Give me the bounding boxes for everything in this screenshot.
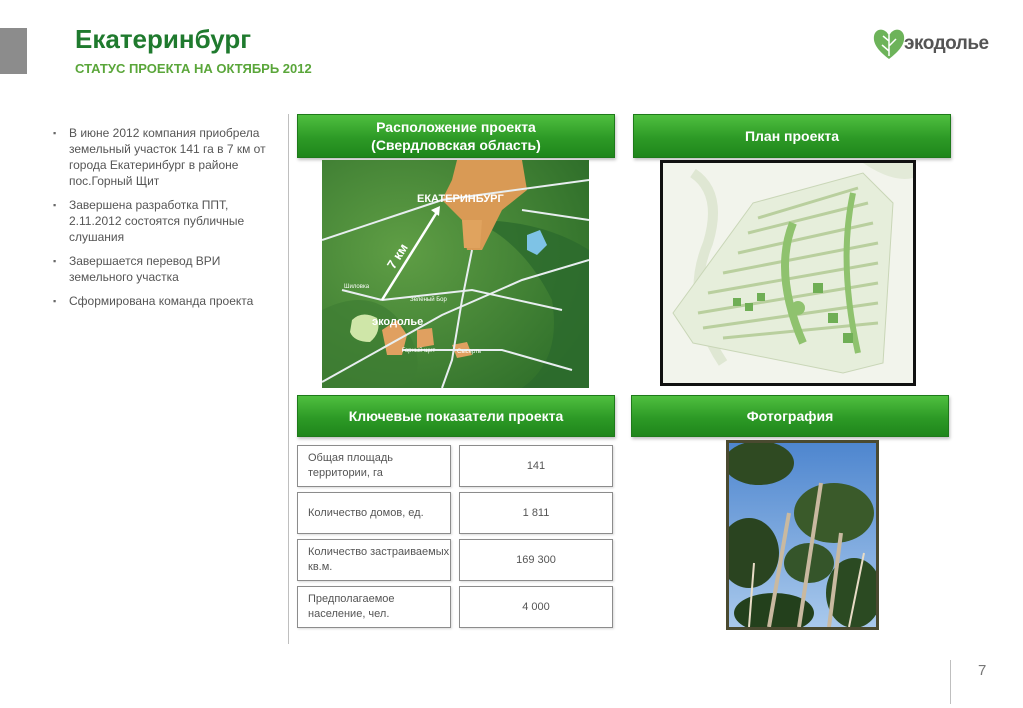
map-place-label: Шиловка: [344, 284, 370, 290]
indicator-value: 169 300: [459, 539, 613, 581]
bullet-item: ▪ Сформирована команда проекта: [53, 293, 283, 309]
leaf-heart-icon: [872, 26, 906, 62]
bullet-item: ▪ В июне 2012 компания приобрела земельный участок 141 га в 7 км от города Екатеринбург в районе пос.Горный Щит: [53, 125, 283, 189]
indicator-value: 1 811: [459, 492, 613, 534]
map-place-label: Горный щит: [402, 348, 436, 354]
map-city-label: ЕКАТЕРИНБУРГ: [417, 193, 504, 205]
page-title: Екатеринбург: [75, 24, 252, 54]
map-place-label: Сысерть: [457, 349, 482, 355]
logo-text: экодолье: [904, 33, 989, 54]
map-logo-label: экодолье: [372, 316, 424, 328]
bullet-item: ▪ Завершена разработка ППТ, 2.11.2012 состоятся публичные слушания: [53, 197, 283, 245]
page-subtitle: СТАТУС ПРОЕКТА НА ОКТЯБРЬ 2012: [75, 61, 312, 76]
bullet-item: ▪ Завершается перевод ВРИ земельного участка: [53, 253, 283, 285]
map-graphic: [322, 160, 589, 388]
location-header-line1: Расположение проекта: [376, 119, 536, 135]
footer-divider: [950, 660, 951, 704]
forest-photo: [726, 440, 879, 630]
indicator-value: 141: [459, 445, 613, 487]
brand-logo: [872, 26, 1002, 62]
column-divider: [288, 114, 289, 644]
project-plan-image: [660, 160, 916, 386]
indicators-section-header: Ключевые показатели проекта: [297, 395, 615, 437]
side-accent-bar: [0, 28, 27, 74]
location-header-line2: (Свердловская область): [371, 137, 541, 153]
photo-graphic: [729, 443, 876, 627]
page-number: 7: [978, 662, 987, 679]
map-place-label: Зеленый Бор: [410, 297, 447, 303]
location-map: [322, 160, 589, 388]
indicator-label: Предполагаемое население, чел.: [297, 586, 451, 628]
plan-section-header: План проекта: [633, 114, 951, 158]
indicator-label: Количество домов, ед.: [297, 492, 451, 534]
photo-section-header: Фотография: [631, 395, 949, 437]
location-section-header: [297, 114, 615, 158]
plan-graphic: [663, 163, 913, 383]
indicator-label: Количество застраиваемых кв.м.: [297, 539, 451, 581]
status-bullet-list: [53, 125, 283, 317]
indicator-value: 4 000: [459, 586, 613, 628]
map-distance-label: 7 км: [383, 240, 411, 272]
indicator-label: Общая площадь территории, га: [297, 445, 451, 487]
